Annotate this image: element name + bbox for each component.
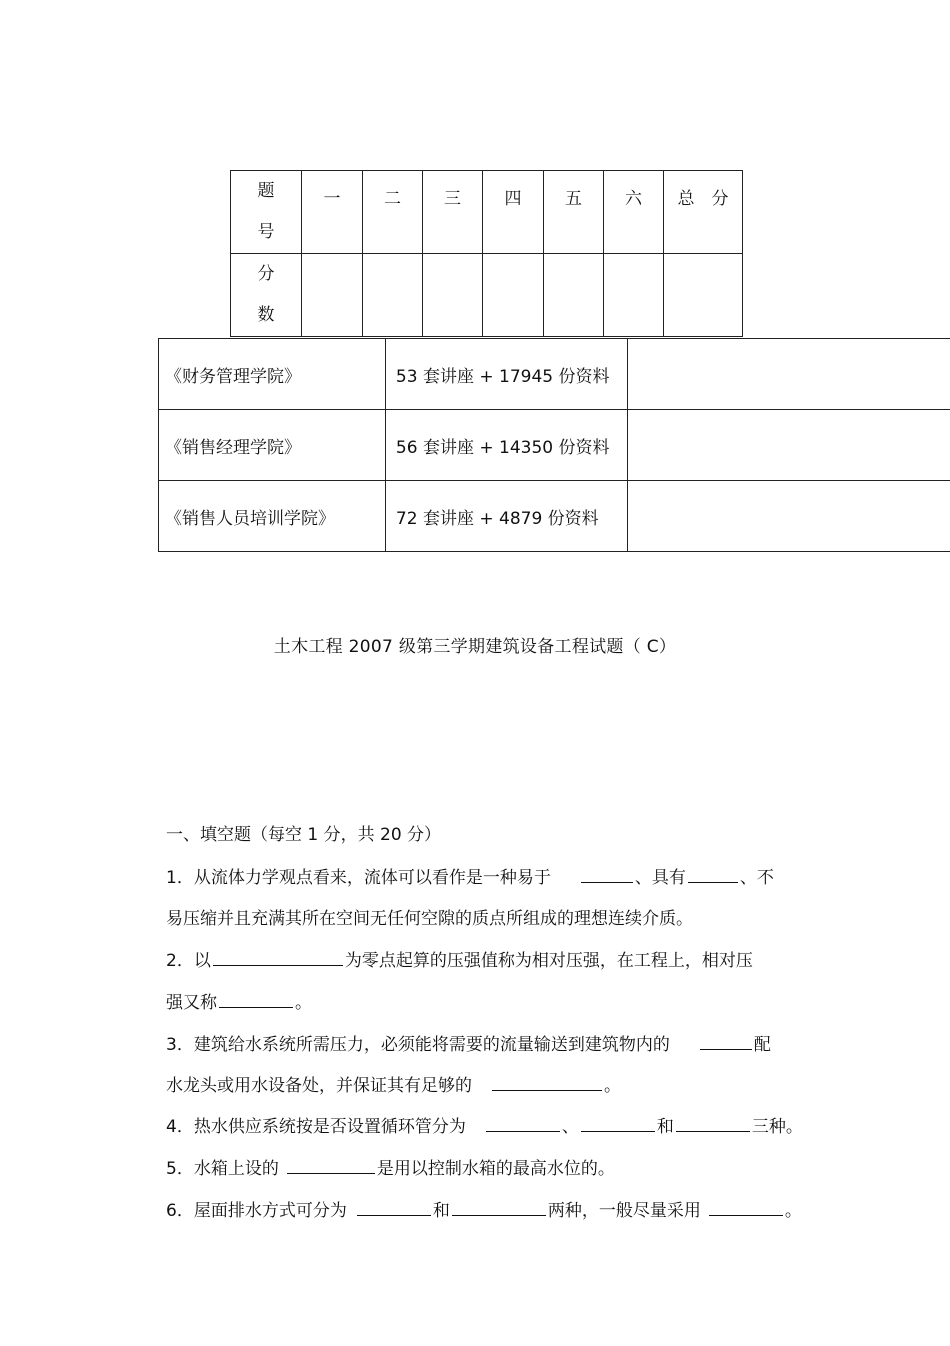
column-header: 五 — [544, 171, 604, 254]
promo-name: 《销售经理学院》 — [159, 410, 386, 481]
score-cell — [423, 254, 483, 337]
answer-blank[interactable] — [709, 1199, 783, 1216]
score-table — [230, 170, 743, 337]
column-header: 六 — [604, 171, 664, 254]
question-2-line-1: 2．以 为零点起算的压强值称为相对压强，在工程上，相对压 — [166, 951, 753, 971]
score-cell — [604, 254, 664, 337]
question-number-label: 题 号 — [231, 171, 302, 254]
promo-table — [158, 338, 950, 552]
score-cell — [302, 254, 363, 337]
question-5: 5．水箱上设的 是用以控制水箱的最高水位的。 — [166, 1159, 615, 1179]
promo-row — [159, 481, 950, 552]
question-3-line-1: 3．建筑给水系统所需压力，必须能将需要的流量输送到建筑物内的 配 — [166, 1035, 771, 1055]
column-header: 二 — [363, 171, 423, 254]
score-label: 分 数 — [231, 254, 302, 337]
promo-empty-cell — [627, 481, 950, 552]
question-4: 4．热水供应系统按是否设置循环管分为 、 和 三种。 — [166, 1117, 803, 1137]
question-1-line-2: 易压缩并且充满其所在空间无任何空隙的质点所组成的理想连续介质。 — [166, 909, 693, 929]
score-cell — [544, 254, 604, 337]
score-table-score-row — [231, 254, 743, 337]
promo-row — [159, 339, 950, 410]
column-header: 一 — [302, 171, 363, 254]
promo-row — [159, 410, 950, 481]
section-heading: 一、填空题（每空 1 分，共 20 分） — [166, 825, 442, 845]
score-cell — [363, 254, 423, 337]
promo-name: 《销售人员培训学院》 — [159, 481, 386, 552]
answer-blank[interactable] — [688, 866, 738, 883]
exam-title: 土木工程 2007 级第三学期建筑设备工程试题（ C） — [273, 637, 677, 657]
answer-blank[interactable] — [581, 1115, 655, 1132]
answer-blank[interactable] — [219, 991, 293, 1008]
question-3-line-2: 水龙头或用水设备处，并保证其有足够的 。 — [166, 1076, 621, 1096]
promo-empty-cell — [627, 339, 950, 410]
question-2-line-2: 强又称 。 — [166, 993, 312, 1013]
answer-blank[interactable] — [287, 1157, 375, 1174]
answer-blank[interactable] — [486, 1115, 560, 1132]
promo-detail: 72 套讲座 + 4879 份资料 — [385, 481, 627, 552]
answer-blank[interactable] — [452, 1199, 546, 1216]
score-cell — [483, 254, 544, 337]
answer-blank[interactable] — [213, 949, 343, 966]
score-table-header-row — [231, 171, 743, 254]
answer-blank[interactable] — [581, 866, 633, 883]
answer-blank[interactable] — [492, 1074, 602, 1091]
promo-detail: 53 套讲座 + 17945 份资料 — [385, 339, 627, 410]
column-header: 四 — [483, 171, 544, 254]
question-1-line-1: 1．从流体力学观点看来，流体可以看作是一种易于 、具有 、不 — [166, 868, 774, 888]
answer-blank[interactable] — [357, 1199, 431, 1216]
column-header: 三 — [423, 171, 483, 254]
question-6: 6．屋面排水方式可分为 和 两种，一般尽量采用 。 — [166, 1201, 802, 1221]
answer-blank[interactable] — [676, 1115, 750, 1132]
promo-name: 《财务管理学院》 — [159, 339, 386, 410]
column-header-total: 总 分 — [664, 171, 743, 254]
score-cell — [664, 254, 743, 337]
promo-detail: 56 套讲座 + 14350 份资料 — [385, 410, 627, 481]
answer-blank[interactable] — [700, 1033, 752, 1050]
promo-empty-cell — [627, 410, 950, 481]
